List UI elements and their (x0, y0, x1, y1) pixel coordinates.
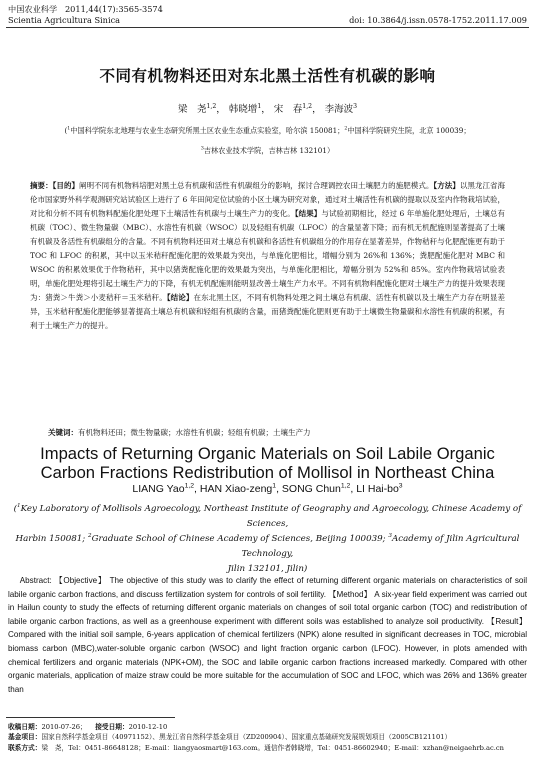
footnote-rule (6, 717, 175, 718)
received-date: 2010-07-26； (41, 723, 87, 731)
result-en: Compared with the initial soil sample, 6-years application of chemical fertilizers (NPK) alone resulted in significant decreases in TOC, microbial biomass carbon (MBC),water-soluble organic carbon (WSOC) and light fraction organic carbon (LFOC). However, in plots amended with chemical fertilizers and organic materials (NPK+OM), the SOC and labile organic carbon fractions increased markedly. Compared with other organic materials, application of maize straw could be more suitable for the accumulation of SOC and LFOC, which was 26% and 136% greater than (8, 630, 527, 694)
abstract-label-cn: 摘要： (30, 181, 53, 190)
author-sup: 1 (257, 102, 262, 110)
running-header-line2 (8, 15, 527, 25)
author-cn: 梁 尧 (177, 104, 207, 115)
citation: 2011,44(17):3565-3574 (64, 4, 163, 14)
footnote-fund (8, 732, 527, 742)
affiliation-en-2: Graduate School of Chinese Academy of Sciences, Beijing 100039; (91, 534, 389, 544)
method-cn: 以黑龙江省海伦市国家野外科学观测研究站试验区上进行了 6 年田间定位试验的小区土壤为研究对象，通过对土壤活性有机碳的提取以及室内作物栽培试验，对比和分析不同有机物料配施化肥处理下土壤活性有机碳与土壤生产力的变化。 (30, 181, 506, 218)
affiliation-cn-2: 中国科学院研究生院，北京 100039； (347, 126, 471, 135)
accepted-date: 2010-12-10 (128, 723, 168, 731)
author-en: HAN Xiao-zeng (199, 483, 273, 495)
fund-label: 基金项目： (8, 733, 42, 742)
result-tag-cn: 【结果】 (294, 209, 322, 218)
running-header (8, 4, 527, 14)
author-en: LI Hai-bo (356, 483, 399, 495)
footnotes (8, 722, 527, 753)
footnote-dates (8, 722, 527, 732)
objective-en: The objective of this study was to clarify the effect of returning different organic materials on characteristics of soil labile organic carbon fractions, and discuss fertilization system for controls of soil fertility. (8, 576, 527, 599)
footnote-contact (8, 743, 527, 753)
affiliation-en-line3: Jilin 132101, Jilin) (227, 564, 308, 574)
affiliation-cn-3: 吉林农业技术学院，吉林吉林 132101） (203, 146, 335, 155)
journal-name-cn: 中国农业科学 (8, 4, 58, 14)
title-en (0, 444, 535, 482)
affiliation-en-line2: Harbin 150081; $^2$Graduate School of Chinese Academy of Sciences, Beijing 100039; $^3$Academy of Jilin Agricultural Technology, (15, 533, 520, 559)
author-cn: 宋 春 (273, 104, 303, 115)
affiliation-en-1: Key Laboratory of Mollisols Agroecology, Northeast Institute of Geography and Agroecology, Chinese Academy of Sciences, (20, 504, 522, 529)
abstract-en (8, 574, 527, 696)
affiliation-cn-1: 中国科学院东北地理与农业生态研究所黑土区农业生态重点实验室，哈尔滨 150081； (70, 126, 345, 135)
journal-name-en: Scientia Agricultura Sinica (8, 15, 121, 25)
authors-en: LIANG Yao$^{1,2}$, HAN Xiao-zeng$^1$, SONG Chun$^{1,2}$, LI Hai-$bo^3$ (132, 482, 403, 495)
title-cn: 不同有机物料还田对东北黑土活性有机碳的影响 (99, 66, 436, 85)
header-rule (6, 27, 529, 28)
affiliation-en-line1: ($^1$Key Laboratory of Mollisols Agroecology, Northeast Institute of Geography and Agroecology, Chinese Academy of Sciences, (13, 503, 522, 529)
author-sup: 3 (398, 482, 403, 490)
keywords-label-cn: 关键词： (48, 428, 78, 437)
affiliation-cn-line1: ($^1$中国科学院东北地理与农业生态研究所黑土区农业生态重点实验室，哈尔滨 150081；$^2$中国科学院研究生院，北京 100039； (64, 126, 471, 135)
conclusion-cn: 在东北黑土区，不同有机物料处理之间土壤总有机碳、活性有机碳以及土壤生产力存在明显差异，玉米秸秆配施化肥能够显著提高土壤总有机碳和轻组有机碳的含量，而猪粪配施化肥则更有助于土壤微生物量碳和水溶性有机碳的积累，有利于土壤生产力的提升。 (30, 293, 506, 330)
abstract-label-en: Abstract: (19, 576, 52, 585)
affiliations-en (8, 502, 527, 577)
accepted-label: 接受日期： (95, 723, 129, 731)
affiliation-en-3: Academy of Jilin Agricultural Technology, (241, 534, 520, 559)
author-cn: 韩晓增 (228, 104, 258, 115)
affiliation-en-1b: Harbin 150081; (15, 534, 88, 544)
author-sup: 3 (353, 102, 358, 110)
title-en-line1: Impacts of Returning Organic Materials on Soil Labile Organic (40, 444, 495, 463)
author-en: SONG Chun (281, 483, 341, 495)
keywords-cn (48, 427, 505, 438)
result-cn: 与试验初期相比，经过 6 年单施化肥处理后，土壤总有机碳（TOC）、微生物量碳（MBC）、水溶性有机碳（WSOC）以及轻组有机碳（LFOC）的含量显著下降；而有机无机配施则显著提高了土壤有机碳及各活性有机碳组分的含量。不同有机物料还田对土壤总有机碳和各活性有机碳组分的作用存在显著差异，作物秸秆与化肥配施更有助于 TOC 和 LFOC 的积累，其中以玉米秸秆配施化肥的效果最为突出，与单施化肥相比，增幅分别为 26%和 136%；粪肥配施化肥对 MBC 和 WSOC 的积累效果优于作物秸秆，其中以猪粪配施化肥的效果最为突出，与单施化肥相比，增幅分别为 52%和 85%。室内作物栽培试验表明，单施化肥处理将引起土壤生产力的下降，有机无机配施则能明显改善土壤生产力水平。不同有机物料配施化肥对土壤生产力的提升效果表现为：猪粪＞牛粪＞小麦秸秆＝玉米秸秆。 (30, 209, 506, 302)
received-label: 收稿日期： (8, 723, 42, 731)
author-cn: 李海波 (324, 104, 354, 115)
author-sup: 1,2 (206, 102, 217, 110)
objective-cn: 阐明不同有机物料培肥对黑土总有机碳和活性有机碳组分的影响，探讨合理调控农田土壤肥力的施肥模式。 (79, 181, 434, 190)
authors-cn: 梁 尧$^{1,2}$， 韩晓增$^1$， 宋 春$^{1,2}$， 李海波$^3$ (177, 102, 358, 115)
author-sup: 1 (272, 482, 277, 490)
method-tag-cn: 【方法】 (433, 181, 460, 190)
result-tag-en: 【Result】 (486, 616, 527, 626)
author-sup: 1,2 (184, 482, 195, 490)
method-en: A six-year field experiment was carried out in Hailun county to study the effects of returning different organic materials on changes of soil total organic carbon (TOC) and redistribution of labile organic carbon fractions, as well as a greenhouse experiment with different soils was established to analyze soil productivity. (8, 589, 528, 626)
objective-tag-cn: 【目的】 (52, 181, 80, 190)
keywords-text-cn: 有机物料还田；微生物量碳；水溶性有机碳；轻组有机碳；土壤生产力 (78, 428, 311, 437)
conclusion-tag-cn: 【结论】 (166, 293, 194, 302)
method-tag-en: 【Method】 (328, 589, 372, 599)
abstract-cn (30, 179, 505, 333)
contact-text: 梁 尧，Tel：0451-86648128；E-mail：liangyaosmart@163.com。通信作者韩晓增，Tel：0451-86602940；E-mail：xzhan@neigaehrb.ac.cn (41, 743, 504, 752)
contact-label: 联系方式： (8, 743, 42, 752)
doi: doi: 10.3864/j.issn.0578-1752.2011.17.009 (349, 15, 527, 25)
author-sup: 1,2 (302, 102, 313, 110)
affiliation-cn-line2: $^3$吉林农业技术学院，吉林吉林 132101） (200, 146, 335, 155)
title-en-line2: Carbon Fractions Redistribution of Mollisol in Northeast China (40, 463, 495, 482)
author-sup: 1,2 (340, 482, 351, 490)
author-en: LIANG Yao (132, 483, 185, 495)
fund-text: 国家自然科学基金项目（40971152）、黑龙江省自然科学基金项目（ZD200904）、国家重点基础研究发展规划项目（2005CB121101） (41, 733, 452, 742)
objective-tag-en: 【Objective】 (54, 576, 107, 585)
